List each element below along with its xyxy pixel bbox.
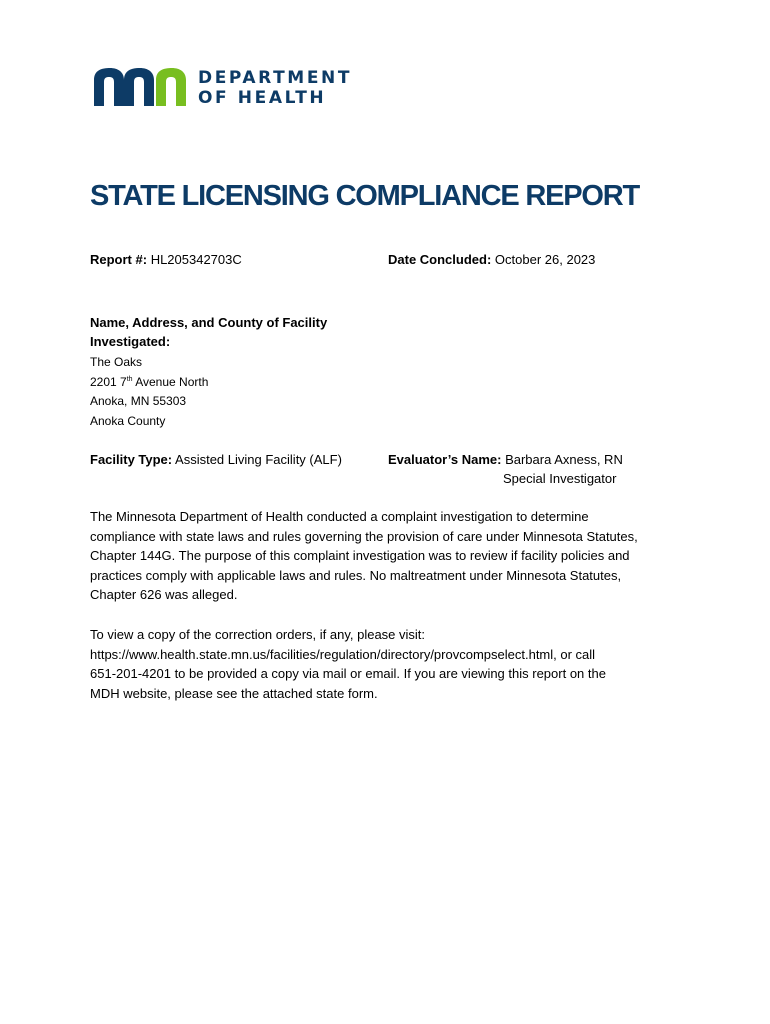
facility-type (90, 450, 342, 469)
facility-name: The Oaks (90, 355, 143, 369)
correction-orders-paragraph (90, 625, 690, 703)
report-number-label: Report #: (90, 252, 148, 267)
paragraph-line: The Minnesota Department of Health conducted a complaint investigation to determine (90, 509, 589, 524)
facility-type-label: Facility Type: (90, 452, 173, 467)
report-number-value: HL205342703C (150, 252, 242, 267)
investigation-paragraph (90, 507, 690, 605)
logo-line-of-health: OF HEALTH (198, 88, 327, 108)
paragraph-line: MDH website, please see the attached state form. (90, 685, 378, 701)
street-number: 2201 7 (90, 374, 127, 389)
evaluator-label: Evaluator’s Name: (388, 452, 502, 467)
facility-address-block (90, 313, 380, 431)
evaluator-name-value: Barbara Axness, RN (505, 452, 623, 467)
mn-logo-icon (92, 66, 188, 108)
date-concluded (388, 250, 595, 269)
logo-wordmark (198, 68, 352, 108)
paragraph-line: practices comply with applicable laws and rules. No maltreatment under Minnesota Statutes, (90, 567, 622, 583)
paragraph-line: compliance with state laws and rules governing the provision of care under Minnesota Statutes, (90, 528, 638, 544)
facility-type-value: Assisted Living Facility (ALF) (175, 452, 342, 467)
date-concluded-value: October 26, 2023 (494, 252, 596, 267)
mdh-logo (92, 66, 372, 112)
report-number (90, 250, 242, 269)
facility-heading-line-2: Investigated: (90, 334, 171, 349)
logo-line-department: DEPARTMENT (198, 68, 353, 88)
paragraph-line: Chapter 144G. The purpose of this complaint investigation was to review if facility policies and (90, 548, 630, 563)
paragraph-line: To view a copy of the correction orders, if any, please visit: (90, 627, 426, 642)
street-rest: Avenue North (135, 374, 209, 389)
facility-county: Anoka County (90, 413, 166, 428)
facility-street (90, 373, 380, 393)
street-ordinal: th (126, 375, 133, 383)
date-concluded-label: Date Concluded: (388, 252, 492, 267)
page-title: STATE LICENSING COMPLIANCE REPORT (90, 180, 640, 212)
facility-city: Anoka, MN 55303 (90, 394, 187, 408)
paragraph-line: Chapter 626 was alleged. (90, 587, 238, 602)
evaluator-title: Special Investigator (503, 471, 617, 486)
facility-heading-line-1: Name, Address, and County of Facility (90, 315, 328, 330)
paragraph-line: https://www.health.state.mn.us/facilities/regulation/directory/provcompselect.html, or call (90, 646, 596, 662)
evaluator-name (388, 450, 623, 469)
paragraph-line: 651-201-4201 to be provided a copy via mail or email. If you are viewing this report on the (90, 666, 606, 681)
facility-heading (90, 313, 380, 351)
